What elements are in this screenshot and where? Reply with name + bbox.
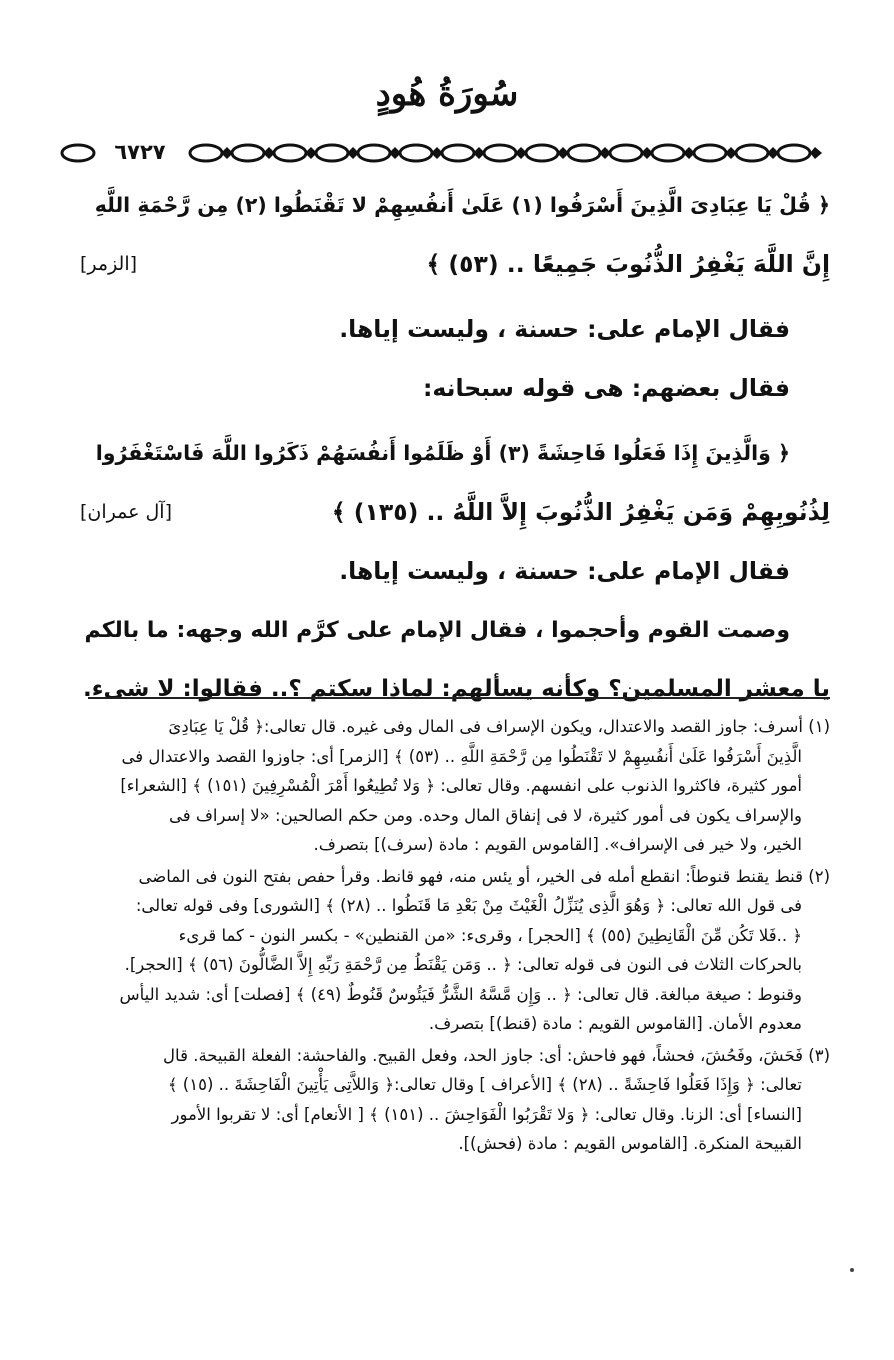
footnote-line: فى قول الله تعالى: ﴿ وَهُوَ الَّذِى يُنَزِّلُ الْغَيْثَ مِنْ بَعْدِ مَا قَنَطُوا .. (٢٨) ﴾ [الشورى] وفى قوله تعالى: (135, 896, 802, 915)
footnote-line: وقنوط : صيغة مبالغة. قال تعالى: ﴿ .. وَإِن مَّسَّهُ الشَّرُّ فَيَئُوسٌ قَنُوطٌ (٤٩) ﴾ [فصلت] أى: شديد اليأس (119, 984, 802, 1004)
footnote-2 (80, 862, 830, 1039)
text-line: فقال بعضهم: هى قوله سبحانه: (422, 374, 790, 402)
footnote-line: (١) أسرف: جاوز القصد والاعتدال، ويكون الإسراف فى المال وفى غيره. قال تعالى:﴿ قُلْ يَا عِبَادِىَ (168, 717, 830, 736)
footnote-line: (٣) فَحَشَ، وفَحُشَ، فحشاً، فهو فاحش: أى: جاوز الحد، وفعل القبيح. والفاحشة: الفعلة القبيحة. قال (163, 1045, 830, 1065)
text-line: وصمت القوم وأحجموا ، فقال الإمام على كرَّم الله وجهه: ما بالكم (84, 618, 790, 643)
footnotes (80, 712, 830, 1161)
verse-line: ﴿ وَالَّذِينَ إِذَا فَعَلُوا فَاحِشَةً (٣) أَوْ ظَلَمُوا أَنفُسَهُمْ ذَكَرُوا اللَّهَ فَاسْتَغْفَرُوا (95, 441, 790, 465)
footnote-1 (80, 712, 830, 860)
verse-line: إِنَّ اللَّهَ يَغْفِرُ الذُّنُوبَ جَمِيعًا .. (٥٣) ﴾ (426, 250, 830, 278)
surah-title: سُورَةُ هُودٍ (375, 74, 519, 114)
footnote-line: بالحركات الثلاث فى النون فى قوله تعالى: ﴿ .. وَمَن يَقْنَطُ مِن رَّحْمَةِ رَبِّهِ إِلاَّ الضَّالُّونَ (٥٦) ﴾ [الحجر]. (124, 955, 802, 974)
footnote-line: الخير، ولا خير فى الإسراف». [القاموس القويم : مادة (سرف)] بتصرف. (313, 835, 802, 854)
page-number: ٦٧٢٧ (100, 139, 180, 165)
verse-line-with-ref (80, 235, 830, 294)
text-line: فقال الإمام على: حسنة ، وليست إياها. (339, 315, 790, 343)
footnote-separator (88, 697, 830, 699)
footnote-line: تعالى: ﴿ وَإِذَا فَعَلُوا فَاحِشَةً .. (٢٨) ﴾ [الأعراف ] وقال تعالى:﴿ وَاللاَّتِى يَأْتِينَ الْفَاحِشَةَ .. (١٥) ﴾ (167, 1075, 802, 1094)
text-line: يا معشر المسلمين؟ وكأنه يسألهم: لماذا سكتم ؟.. فقالوا: لا شىء. (83, 676, 830, 702)
footnote-3 (80, 1041, 830, 1159)
footnote-line: معدوم الأمان. [القاموس القويم : مادة (قنط)] بتصرف. (428, 1014, 802, 1033)
print-speck (850, 1268, 854, 1272)
verse-line: ﴿ قُلْ يَا عِبَادِىَ الَّذِينَ أَسْرَفُوا (١) عَلَىٰ أَنفُسِهِمْ لا تَقْنَطُوا (٢) مِن رَّحْمَةِ اللَّهِ (94, 193, 830, 217)
footnote-line: والإسراف يكون فى أمور كثيرة، لا فى إنفاق المال وحده. ومن حكم الصالحين: «لا إسراف فى (168, 805, 802, 825)
verse-line-with-ref (80, 483, 830, 542)
footnote-line: ﴿ ..فَلا تَكُن مِّنَ الْقَانِطِينَ (٥٥) ﴾ [الحجر] ، وقرىء: «من القنطين» - بكسر النون - كما قرىء (178, 925, 802, 945)
surah-reference: [آل عمران] (80, 501, 172, 523)
footnote-line: الَّذِينَ أَسْرَفُوا عَلَىٰ أَنفُسِهِمْ لا تَقْنَطُوا مِن رَّحْمَةِ اللَّهِ .. (٥٣) ﴾ [الزمر] أى: جاوزوا القصد والاعتدال فى (121, 746, 802, 766)
footnote-line: [النساء] أى: الزنا. وقال تعالى: ﴿ وَلا تَقْرَبُوا الْفَوَاحِشَ .. (١٥١) ﴾ [ الأنعام] أى: لا تقربوا الأمور (171, 1104, 802, 1124)
footnote-line: القبيحة المنكرة. [القاموس القويم : مادة (فحش)]. (458, 1134, 802, 1153)
footnote-line: أمور كثيرة، فاكثروا الذنوب على انفسهم. وقال تعالى: ﴿ وَلا تُطِيعُوا أَمْرَ الْمُسْرِفِينَ (١٥١) ﴾ [الشعراء] (120, 776, 802, 795)
footnote-line: (٢) قنط يقنط قنوطاً: انقطع أمله فى الخير، أو يئس منه، فهو قانط. وقرأ حفص بفتح النون فى الماضى (138, 866, 830, 886)
main-text (80, 176, 830, 719)
verse-line: لِذُنُوبِهِمْ وَمَن يَغْفِرُ الذُّنُوبَ إِلاَّ اللَّهُ .. (١٣٥) ﴾ (331, 498, 830, 526)
surah-reference: [الزمر] (80, 253, 138, 275)
text-line: فقال الإمام على: حسنة ، وليست إياها. (339, 557, 790, 585)
